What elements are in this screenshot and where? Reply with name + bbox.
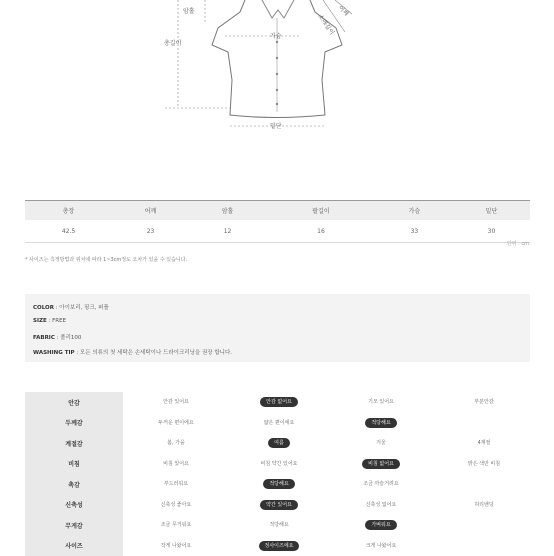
feel-option-cell: [433, 392, 535, 413]
feel-option: 크게 나왔어요: [366, 543, 397, 549]
feel-option-cell: [228, 454, 330, 475]
feel-row: [25, 433, 530, 454]
feel-option: 적당해요: [269, 522, 288, 528]
feel-option-cell: [228, 474, 330, 495]
length-label: 총길이: [164, 39, 181, 47]
feel-option-cell: [228, 413, 330, 434]
feel-option-cell: [228, 536, 330, 556]
value-cell: 33: [376, 220, 453, 243]
feel-option-selected: 가벼워요: [365, 520, 396, 530]
feel-row: [25, 392, 530, 413]
feel-option-cell: [433, 474, 535, 495]
header-cell: 총장: [25, 201, 112, 221]
feel-row: [25, 515, 530, 536]
feel-option-cell: [433, 495, 535, 516]
feel-option-cell: [228, 433, 330, 454]
feel-label: 무게감: [25, 515, 123, 536]
feel-option-cell: [433, 454, 535, 475]
feel-option: 안감 있어요: [163, 399, 189, 405]
info-color: COLOR : 아이보리, 핑크, 퍼플: [33, 303, 109, 311]
feel-option-cell: [433, 413, 535, 434]
value-cell: 23: [112, 220, 189, 243]
feel-option-cell: [433, 536, 535, 556]
feel-label: 신축성: [25, 495, 123, 516]
measurement-diagram: [0, 0, 554, 140]
feel-option-cell: [228, 495, 330, 516]
feel-option-selected: 비침 없어요: [362, 459, 400, 469]
feel-label: 비침: [25, 454, 123, 475]
sleeve-label: 소매길이: [316, 13, 336, 37]
feel-row: [25, 495, 530, 516]
feel-option-cell: [228, 515, 330, 536]
feel-row: [25, 474, 530, 495]
value-cell: 30: [453, 220, 530, 243]
table-row: [25, 220, 530, 243]
value-cell: 12: [189, 220, 266, 243]
unit-text: 단위 : cm: [507, 240, 529, 247]
header-cell: 가슴: [376, 201, 453, 221]
header-cell: 암홀: [189, 201, 266, 221]
feel-option-cell: [330, 392, 432, 413]
feel-option: 기모 있어요: [368, 399, 394, 405]
value-cell: 42.5: [25, 220, 112, 243]
header-cell: 어깨: [112, 201, 189, 221]
feel-option: 신축성 좋아요: [161, 502, 192, 508]
feel-option: 봄, 가을: [167, 440, 185, 446]
shoulder-label: 어깨: [337, 4, 351, 18]
product-info: [25, 294, 530, 362]
fabric-feel-table: [25, 392, 530, 556]
feel-label: 사이즈: [25, 536, 123, 556]
feel-option: 조금 무거워요: [161, 522, 192, 528]
feel-option-cell: [125, 413, 227, 434]
header-cell: 밑단: [453, 201, 530, 221]
feel-label: 두께감: [25, 413, 123, 434]
feel-option-selected: 안감 없어요: [260, 397, 298, 407]
feel-option: 작게 나왔어요: [161, 543, 192, 549]
feel-option: 부드러워요: [164, 481, 188, 487]
feel-option-cell: [433, 515, 535, 536]
feel-option: 겨울: [376, 440, 386, 446]
size-note: * 사이즈는 측정방법과 위치에 따라 1~3cm정도 오차가 있을 수 있습니다.: [25, 256, 187, 263]
size-table: [25, 200, 530, 243]
feel-option-selected: 여름: [268, 438, 290, 448]
feel-option-cell: [433, 433, 535, 454]
feel-option-selected: 정사이즈에요: [259, 541, 300, 551]
info-fabric: FABRIC : 폴리100: [33, 333, 81, 341]
armhole-label: 암홀: [183, 7, 195, 15]
feel-row: [25, 413, 530, 434]
header-cell: 팔길이: [266, 201, 376, 221]
feel-option: 부분안감: [474, 399, 493, 405]
info-washing: WASHING TIP : 모든 의류의 첫 세탁은 손세탁이나 드라이크리닝을 권장 합니다.: [33, 348, 232, 356]
feel-option: 조금 까슬거려요: [363, 481, 398, 487]
value-cell: 16: [266, 220, 376, 243]
feel-option-cell: [125, 474, 227, 495]
feel-option: 비침 있어요: [163, 461, 189, 467]
feel-option-cell: [228, 392, 330, 413]
feel-row: [25, 536, 530, 556]
chest-label: 가슴: [270, 32, 282, 40]
size-table-header: [25, 201, 530, 221]
feel-option-cell: [330, 413, 432, 434]
feel-option: 비침 약간 있어요: [261, 461, 298, 467]
feel-option: 밝은 색만 비침: [468, 461, 500, 467]
feel-option-cell: [125, 433, 227, 454]
feel-option-cell: [330, 536, 432, 556]
feel-option-cell: [330, 433, 432, 454]
feel-option: 신축성 없어요: [366, 502, 397, 508]
feel-option: 허리밴딩: [474, 502, 493, 508]
feel-option-cell: [330, 454, 432, 475]
hem-label: 밑단: [270, 122, 282, 130]
feel-option: 얇은 편이에요: [264, 420, 295, 426]
feel-option-cell: [125, 392, 227, 413]
feel-option: 두꺼운 편이에요: [158, 420, 193, 426]
feel-option-cell: [125, 515, 227, 536]
feel-option-cell: [125, 495, 227, 516]
feel-option-selected: 약간 있어요: [260, 500, 298, 510]
feel-label: 촉감: [25, 474, 123, 495]
feel-option-selected: 적당해요: [263, 479, 294, 489]
info-size: SIZE : FREE: [33, 318, 66, 324]
feel-option-cell: [125, 536, 227, 556]
feel-label: 안감: [25, 392, 123, 413]
feel-row: [25, 454, 530, 475]
feel-option-cell: [125, 454, 227, 475]
feel-label: 계절감: [25, 433, 123, 454]
feel-option: 4계절: [478, 440, 491, 446]
feel-option-cell: [330, 474, 432, 495]
feel-option-selected: 적당해요: [365, 418, 396, 428]
feel-option-cell: [330, 515, 432, 536]
feel-option-cell: [330, 495, 432, 516]
